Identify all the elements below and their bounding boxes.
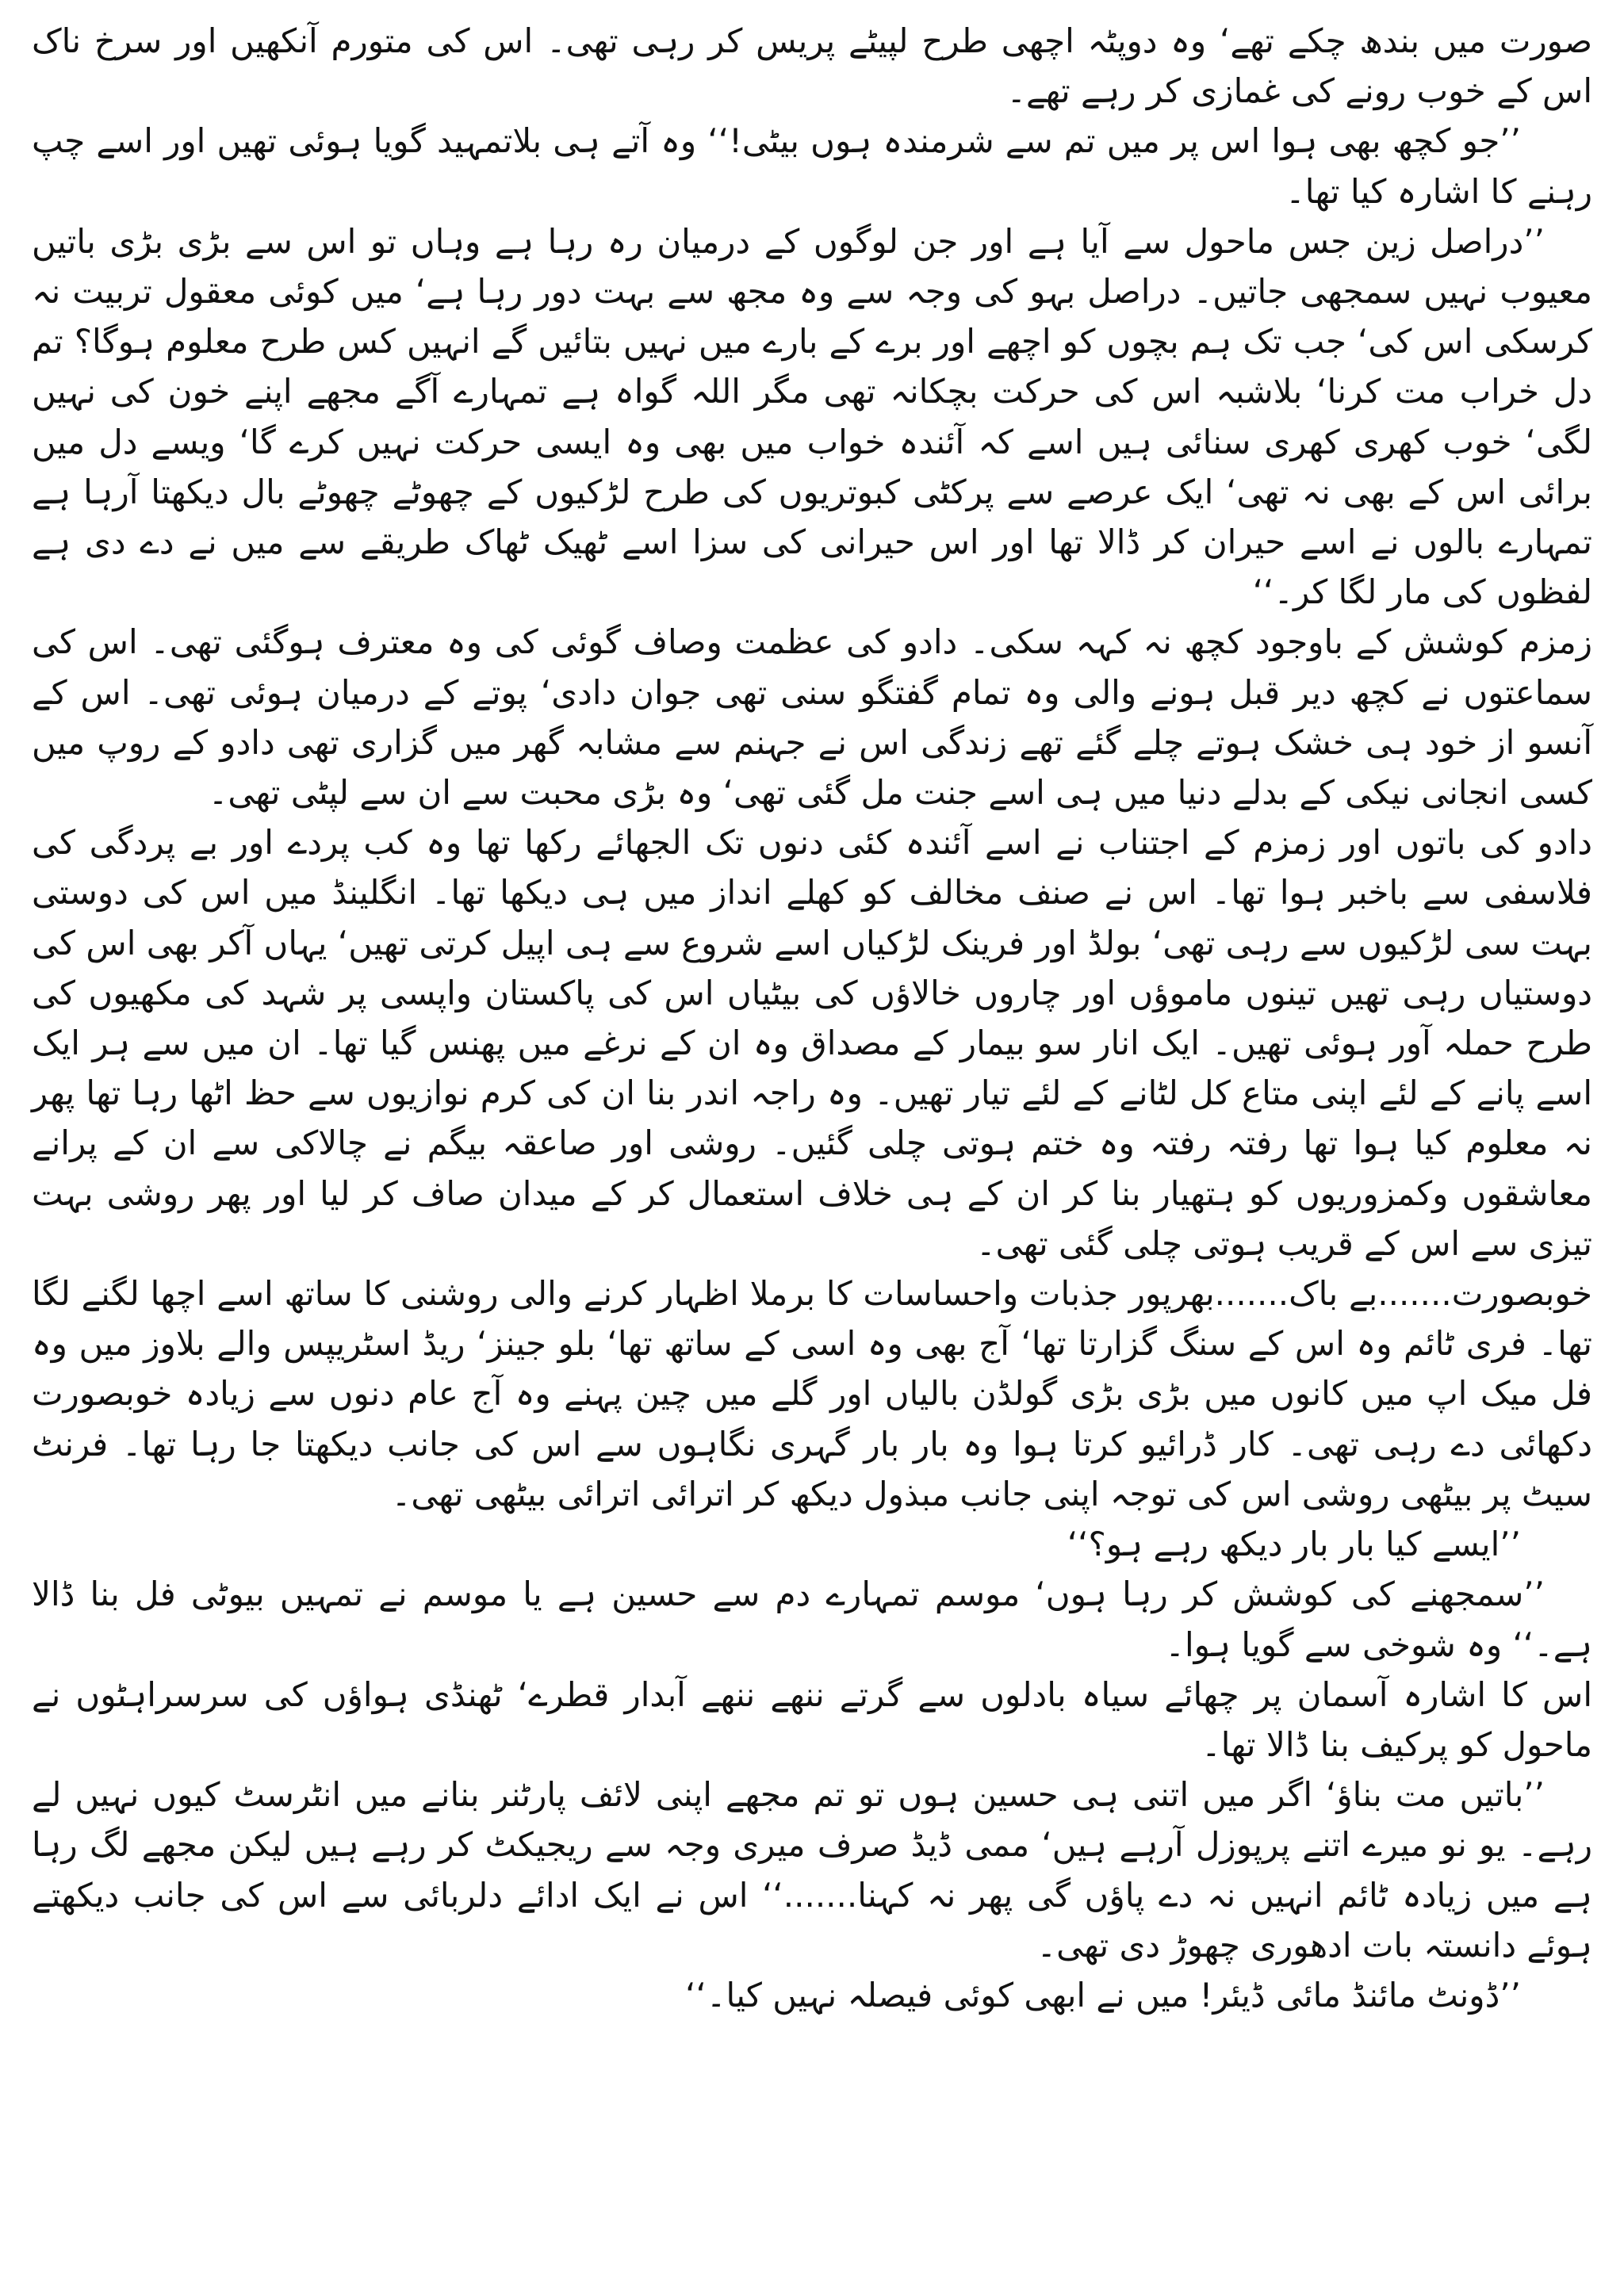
paragraph-dialogue-zain-final: ’’ڈونٹ مائنڈ مائی ڈیئر! میں نے ابھی کوئی فیصلہ نہیں کیا۔‘‘ bbox=[685, 1975, 1521, 2015]
paragraph-dialogue-dadi-apology: ’’جو کچھ بھی ہوا اس پر میں تم سے شرمندہ ہوں بیٹی!‘‘ وہ آتے ہی بلاتمہید گویا ہوئی تھیں اور اسے چپ رہنے کا اشارہ کیا تھا۔ bbox=[32, 121, 1592, 211]
paragraph-dialogue-dadi-explanation: ’’دراصل زین جس ماحول سے آیا ہے اور جن لوگوں کے درمیان رہ رہا ہے وہاں تو اس سے بڑی بڑی باتیں معیوب نہیں سمجھی جاتیں۔ دراصل بہو کی وجہ سے وہ مجھ سے بہت دور رہا ہے‘ میں کوئی معقول تربیت نہ کرسکی اس کی‘ جب تک ہم بچوں کو اچھے اور برے کے بارے میں نہیں بتائیں گے انہیں کس طرح معلوم ہوگا؟ تم دل خراب مت کرنا‘ بلاشبہ اس کی حرکت بچکانہ تھی مگر اللہ گواہ ہے تمہارے آگے مجھے اپنے خون کی نہیں لگی‘ خوب کھری کھری سنائی ہیں اسے کہ آئندہ خواب میں بھی وہ ایسی حرکت نہیں کرے گا‘ ویسے دل میں برائی اس کے بھی نہ تھی‘ ایک عرصے سے پرکٹی کبوتریوں کی طرح لڑکیوں کے چھوٹے چھوٹے بال دیکھتا آرہا ہے تمہارے بالوں نے اسے حیران کر ڈالا تھا اور اس حیرانی کی سزا اسے ٹھیک ٹھاک طریقے سے میں نے دے دی ہے لفظوں کی مار لگا کر۔‘‘ bbox=[32, 221, 1592, 612]
paragraph-weather-description: اس کا اشارہ آسمان پر چھائے سیاہ بادلوں سے گرتے ننھے ننھے آبدار قطرے‘ ٹھنڈی ہواؤں کی سرسراہٹوں نے ماحول کو پرکیف بنا ڈالا تھا۔ bbox=[32, 1674, 1592, 1764]
paragraph-zain-reflection: دادو کی باتوں اور زمزم کے اجتناب نے اسے آئندہ کئی دنوں تک الجھائے رکھا تھا وہ کب پردے اور بے پردگی کی فلاسفی سے باخبر ہوا تھا۔ اس نے صنف مخالف کو کھلے انداز میں ہی دیکھا تھا۔ انگلینڈ میں اس کی دوستی بہت سی لڑکیوں سے رہی تھی‘ بولڈ اور فرینک لڑکیاں اسے شروع سے ہی اپیل کرتی تھیں‘ یہاں آکر بھی اس کی دوستیاں رہی تھیں تینوں ماموؤں اور چاروں خالاؤں کی بیٹیاں اس کی پاکستان واپسی پر شہد کی مکھیوں کی طرح حملہ آور ہوئی تھیں۔ ایک انار سو بیمار کے مصداق وہ ان کے نرغے میں پھنس گیا تھا۔ ان میں سے ہر ایک اسے پانے کے لئے اپنی متاع کل لٹانے کے لئے تیار تھیں۔ وہ راجہ اندر بنا ان کی کرم نوازیوں سے حظ اٹھا رہا تھا پھر نہ معلوم کیا ہوا تھا رفتہ رفتہ وہ ختم ہوتی چلی گئیں۔ روشی اور صاعقہ بیگم نے چالاکی سے ان کے پرانے معاشقوں وکمزوریوں کو ہتھیار بنا کر ان کے ہی خلاف استعمال کر کے میدان صاف کر لیا اور پھر روشی بہت تیزی سے اس کے قریب ہوتی چلی گئی تھی۔ bbox=[32, 823, 1592, 1263]
paragraph-dialogue-zain-reply: ’’سمجھنے کی کوشش کر رہا ہوں‘ موسم تمہارے دم سے حسین ہے یا موسم نے تمہیں بیوٹی فل بنا ڈالا ہے۔‘‘ وہ شوخی سے گویا ہوا۔ bbox=[32, 1575, 1592, 1664]
paragraph-roshi-description: خوبصورت.......بے باک.......بھرپور جذبات واحساسات کا برملا اظہار کرنے والی روشنی کا ساتھ اسے اچھا لگنے لگا تھا۔ فری ٹائم وہ اس کے سنگ گزارتا تھا‘ آج بھی وہ اسی کے ساتھ تھا‘ بلو جینز‘ ریڈ اسٹریپس والے بلاوز میں وہ فل میک اپ میں کانوں میں بڑی بڑی گولڈن بالیاں اور گلے میں چین پہنے وہ آج عام دنوں سے زیادہ خوبصورت دکھائی دے رہی تھی۔ کار ڈرائیو کرتا ہوا وہ بار بار گہری نگاہوں سے اس کی جانب دیکھتا جا رہا تھا۔ فرنٹ سیٹ پر بیٹھی روشی اس کی توجہ اپنی جانب مبذول دیکھ کر اترائی اترائی بیٹھی تھی۔ bbox=[32, 1274, 1592, 1513]
paragraph-dialogue-roshi-proposal: ’’باتیں مت بناؤ‘ اگر میں اتنی ہی حسین ہوں تو تم مجھے اپنی لائف پارٹنر بنانے میں انٹرسٹ کیوں نہیں لے رہے۔ یو نو میرے اتنے پرپوزل آرہے ہیں‘ ممی ڈیڈ صرف میری وجہ سے ریجیکٹ کر رہے ہیں لیکن مجھے لگ رہا ہے میں زیادہ ٹائم انہیں نہ دے پاؤں گی پھر نہ کہنا.......‘‘ اس نے ایک ادائے دلربائی سے اس کی جانب دیکھتے ہوئے دانستہ بات ادھوری چھوڑ دی تھی۔ bbox=[32, 1775, 1592, 1965]
paragraph-continuation: صورت میں بندھ چکے تھے‘ وہ دوپٹہ اچھی طرح لپیٹے پریس کر رہی تھی۔ اس کی متورم آنکھیں اور سرخ ناک اس کے خوب رونے کی غمازی کر رہے تھے۔ bbox=[32, 21, 1592, 111]
paragraph-zamzam-reaction: زمزم کوشش کے باوجود کچھ نہ کہہ سکی۔ دادو کی عظمت وصاف گوئی کی وہ معترف ہوگئی تھی۔ اس کی سماعتوں نے کچھ دیر قبل ہونے والی وہ تمام گفتگو سنی تھی جوان دادی‘ پوتے کے درمیان ہوئی تھی۔ اس کے آنسو از خود ہی خشک ہوتے چلے گئے تھے زندگی اس نے جہنم سے مشابہ گھر میں گزاری تھی دادو کے روپ میں کسی انجانی نیکی کے بدلے دنیا میں ہی اسے جنت مل گئی تھی‘ وہ بڑی محبت سے ان سے لپٹی تھی۔ bbox=[32, 622, 1592, 813]
story-text-column bbox=[32, 16, 1592, 2264]
paragraph-dialogue-roshi-question: ’’ایسے کیا بار بار دیکھ رہے ہو؟‘‘ bbox=[1067, 1525, 1521, 1564]
